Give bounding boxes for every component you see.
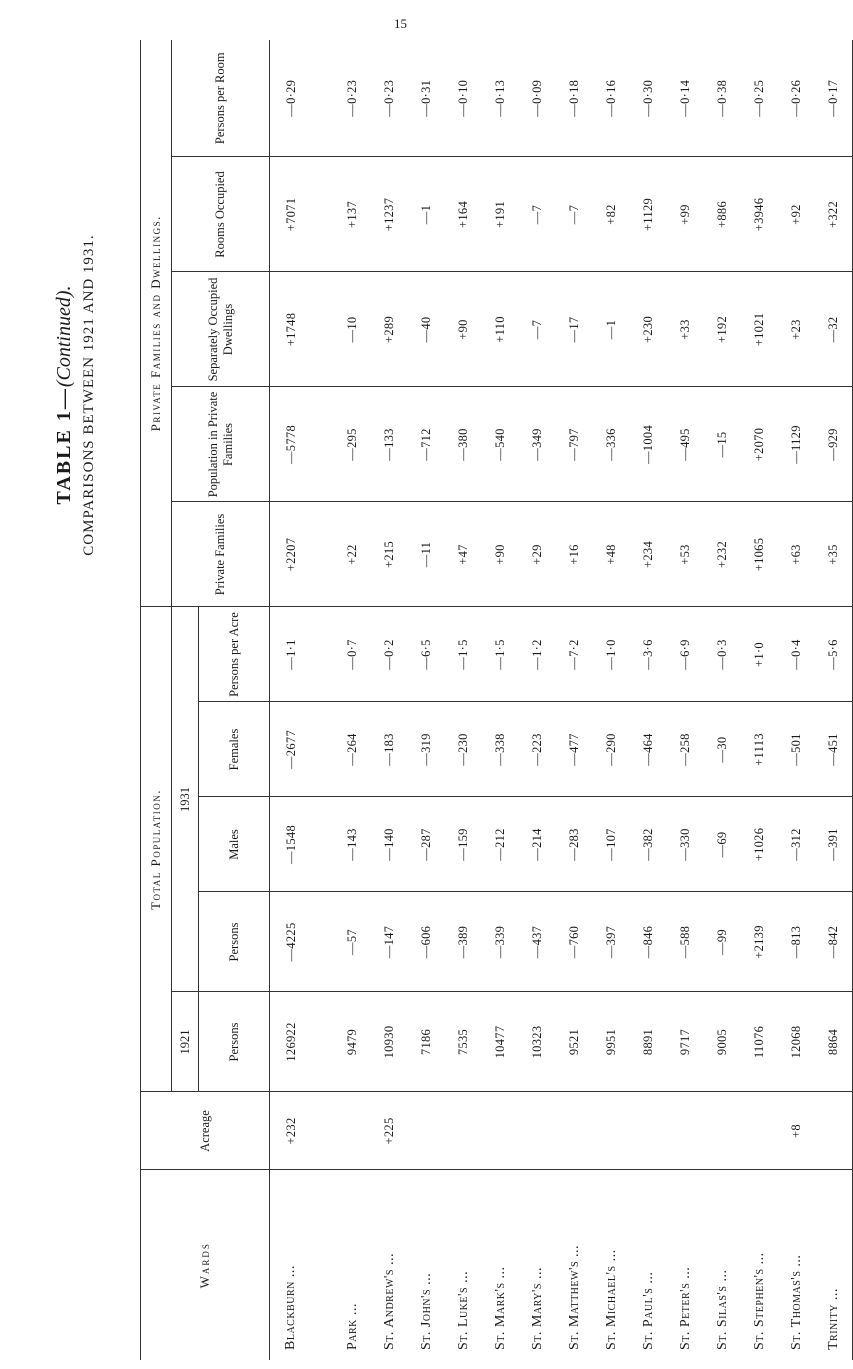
cell-persons-1921: 9951 [593, 992, 630, 1092]
cell-rooms-occupied: —7 [519, 157, 556, 272]
cell-dwellings: +289 [371, 272, 408, 387]
comparison-table [140, 40, 853, 1360]
cell-rooms-occupied: +191 [482, 157, 519, 272]
cell-population-private-families: —540 [482, 387, 519, 502]
cell-population-private-families: —295 [334, 387, 371, 502]
cell-persons-1931: —606 [408, 892, 445, 992]
cell-population-private-families: —336 [593, 387, 630, 502]
cell-population-private-families: —5778 [270, 387, 313, 502]
cell-population-private-families: —1129 [778, 387, 815, 502]
header-females: Females [199, 702, 270, 797]
cell-rooms-occupied: +1237 [371, 157, 408, 272]
cell-acreage: +225 [371, 1092, 408, 1170]
cell-dwellings: —10 [334, 272, 371, 387]
cell-persons-1931: —57 [334, 892, 371, 992]
title-line1: TABLE 1— [53, 387, 75, 505]
cell-rooms-occupied: +164 [445, 157, 482, 272]
header-private-families: Private Families [172, 502, 270, 607]
cell-dwellings: +1021 [741, 272, 778, 387]
cell-private-families: +2207 [270, 502, 313, 607]
cell-private-families: +16 [556, 502, 593, 607]
cell-persons-1921: 12068 [778, 992, 815, 1092]
table-row [778, 40, 815, 1360]
table-row [741, 40, 778, 1360]
cell-rooms-occupied: +886 [704, 157, 741, 272]
cell-persons-per-room: —0·14 [678, 79, 692, 117]
cell-females: —451 [815, 702, 853, 797]
ward-name: St. Mary's ... [519, 1170, 556, 1360]
cell-persons-per-acre: —0·4 [778, 607, 815, 702]
cell-acreage [556, 1092, 593, 1170]
cell-private-families: +63 [778, 502, 815, 607]
cell-dwellings: —40 [408, 272, 445, 387]
header-separately-occupied-dwellings: Separately Occupied Dwellings [172, 272, 270, 387]
title-line2: COMPARISONS BETWEEN 1921 AND 1931. [81, 234, 97, 556]
header-males: Males [199, 797, 270, 892]
cell-acreage [482, 1092, 519, 1170]
table-row [815, 40, 853, 1360]
cell-persons-1921: 7186 [408, 992, 445, 1092]
cell-dwellings: +230 [630, 272, 667, 387]
cell-persons-per-room: —0·17 [815, 40, 853, 157]
cell-rooms-occupied: +82 [593, 157, 630, 272]
cell-private-families: +53 [667, 502, 704, 607]
ward-name: St. Luke's ... [445, 1170, 482, 1360]
cell-females: —223 [519, 702, 556, 797]
table-row [445, 40, 482, 1360]
header-wards: Wards [141, 1170, 270, 1360]
cell-females: +1113 [741, 702, 778, 797]
cell-persons-per-room: —0·38 [715, 79, 729, 117]
ward-name: Trinity ... [815, 1170, 853, 1360]
cell-dwellings: +1748 [270, 272, 313, 387]
cell-males: —212 [482, 797, 519, 892]
ward-name: St. Mark's ... [482, 1170, 519, 1360]
cell-persons-per-acre: —6·5 [408, 607, 445, 702]
cell-persons-per-acre: +1·0 [741, 607, 778, 702]
cell-population-private-families: —929 [815, 387, 853, 502]
cell-dwellings: +33 [667, 272, 704, 387]
cell-population-private-families: —133 [371, 387, 408, 502]
ward-name: St. Thomas's ... [778, 1170, 815, 1360]
cell-persons-per-acre: —0·2 [371, 607, 408, 702]
cell-males: —312 [778, 797, 815, 892]
table-row [556, 40, 593, 1360]
cell-persons-per-room: —0·31 [419, 79, 433, 117]
cell-acreage [408, 1092, 445, 1170]
cell-females: —477 [556, 702, 593, 797]
cell-population-private-families: —15 [704, 387, 741, 502]
cell-persons-per-acre: —1·5 [445, 607, 482, 702]
header-persons-1931: Persons [199, 892, 270, 992]
cell-persons-1931: —813 [778, 892, 815, 992]
table-row [371, 40, 408, 1360]
cell-population-private-families: —380 [445, 387, 482, 502]
cell-rooms-occupied: +99 [667, 157, 704, 272]
cell-private-families: +22 [334, 502, 371, 607]
header-persons-per-room: Persons per Room [172, 40, 270, 157]
cell-persons-per-room: —0·18 [567, 79, 581, 117]
cell-private-families: +232 [704, 502, 741, 607]
cell-persons-per-room: —0·09 [530, 79, 544, 117]
ward-name: St. Stephen's ... [741, 1170, 778, 1360]
table-row-blackburn [270, 40, 313, 1360]
table-row [667, 40, 704, 1360]
cell-persons-1931: —339 [482, 892, 519, 992]
cell-private-families: —11 [408, 502, 445, 607]
cell-persons-1921: 11076 [741, 992, 778, 1092]
cell-dwellings: —17 [556, 272, 593, 387]
cell-rooms-occupied: +322 [815, 157, 853, 272]
cell-persons-1931: —397 [593, 892, 630, 992]
cell-females: —464 [630, 702, 667, 797]
cell-persons-per-room: —0·23 [345, 79, 359, 117]
cell-acreage [667, 1092, 704, 1170]
cell-males: —143 [334, 797, 371, 892]
cell-population-private-families: —712 [408, 387, 445, 502]
cell-private-families: +47 [445, 502, 482, 607]
cell-acreage [815, 1092, 853, 1170]
cell-persons-per-acre: —1·5 [482, 607, 519, 702]
cell-persons-per-room: —0·26 [789, 79, 803, 117]
cell-females: —230 [445, 702, 482, 797]
cell-private-families: +215 [371, 502, 408, 607]
table-row [482, 40, 519, 1360]
cell-females: —2677 [270, 702, 313, 797]
cell-acreage [445, 1092, 482, 1170]
cell-rooms-occupied: +92 [778, 157, 815, 272]
cell-population-private-families: —495 [667, 387, 704, 502]
cell-females: —30 [704, 702, 741, 797]
cell-males: —107 [593, 797, 630, 892]
header-acreage: Acreage [141, 1092, 270, 1170]
cell-persons-1931: —147 [371, 892, 408, 992]
cell-private-families: +234 [630, 502, 667, 607]
ward-name: St. Michael's ... [593, 1170, 630, 1360]
cell-private-families: +90 [482, 502, 519, 607]
cell-persons-per-acre: —0·3 [704, 607, 741, 702]
cell-males: —1548 [270, 797, 313, 892]
ward-name: St. Silas's ... [704, 1170, 741, 1360]
cell-persons-1931: —99 [704, 892, 741, 992]
cell-males: —69 [704, 797, 741, 892]
cell-dwellings: +90 [445, 272, 482, 387]
cell-population-private-families: —797 [556, 387, 593, 502]
cell-rooms-occupied: —7 [556, 157, 593, 272]
cell-acreage [519, 1092, 556, 1170]
cell-persons-per-room: —0·30 [641, 79, 655, 117]
cell-persons-per-acre: —1·2 [519, 607, 556, 702]
header-total-population: Total Population. [141, 607, 172, 1092]
cell-persons-1931: —588 [667, 892, 704, 992]
cell-private-families: +35 [815, 502, 853, 607]
cell-dwellings: +110 [482, 272, 519, 387]
cell-males: —159 [445, 797, 482, 892]
cell-persons-1921: 9717 [667, 992, 704, 1092]
cell-rooms-occupied: +7071 [270, 157, 313, 272]
table-stage [140, 40, 841, 1360]
cell-dwellings: —7 [519, 272, 556, 387]
cell-males: —391 [815, 797, 853, 892]
ward-name: St. Andrew's ... [371, 1170, 408, 1360]
cell-acreage: +8 [778, 1092, 815, 1170]
cell-persons-1921: 10323 [519, 992, 556, 1092]
cell-persons-1921: 10477 [482, 992, 519, 1092]
cell-persons-1921: 8864 [815, 992, 853, 1092]
cell-persons-1931: —389 [445, 892, 482, 992]
cell-persons-1921: 9479 [334, 992, 371, 1092]
cell-persons-per-acre: —1·0 [593, 607, 630, 702]
cell-persons-per-acre: —3·6 [630, 607, 667, 702]
cell-persons-1921: 10930 [371, 992, 408, 1092]
cell-persons-1931: —437 [519, 892, 556, 992]
cell-dwellings: —32 [815, 272, 853, 387]
cell-acreage: +232 [270, 1092, 313, 1170]
header-private-families-dwellings: Private Families and Dwellings. [141, 40, 172, 607]
cell-population-private-families: —349 [519, 387, 556, 502]
cell-persons-1931: —760 [556, 892, 593, 992]
header-persons-1921: Persons [199, 992, 270, 1092]
cell-rooms-occupied: +3946 [741, 157, 778, 272]
ward-name: St. Paul's ... [630, 1170, 667, 1360]
ward-name: St. John's ... [408, 1170, 445, 1360]
table-row [593, 40, 630, 1360]
cell-persons-per-room: —0·10 [456, 79, 470, 117]
cell-persons-per-room: —0·25 [752, 79, 766, 117]
cell-dwellings: +192 [704, 272, 741, 387]
title-continued: (Continued). [53, 285, 75, 388]
cell-population-private-families: +2070 [741, 387, 778, 502]
cell-dwellings: +23 [778, 272, 815, 387]
header-persons-per-acre: Persons per Acre [199, 607, 270, 702]
header-rooms-occupied: Rooms Occupied [172, 157, 270, 272]
table-row [408, 40, 445, 1360]
cell-persons-per-acre: —7·2 [556, 607, 593, 702]
cell-persons-per-room: —0·16 [604, 79, 618, 117]
table-row [630, 40, 667, 1360]
header-population-in-private-families: Population in Private Families [172, 387, 270, 502]
cell-persons-1921: 126922 [270, 992, 313, 1092]
cell-males: —283 [556, 797, 593, 892]
cell-males: —214 [519, 797, 556, 892]
cell-males: —330 [667, 797, 704, 892]
cell-persons-per-room: —0·13 [493, 79, 507, 117]
cell-persons-1931: —4225 [270, 892, 313, 992]
cell-females: —183 [371, 702, 408, 797]
page-number: 15 [394, 16, 407, 31]
cell-private-families: +29 [519, 502, 556, 607]
ward-name: Blackburn ... [270, 1170, 313, 1360]
cell-persons-1921: 9521 [556, 992, 593, 1092]
cell-acreage [593, 1092, 630, 1170]
cell-females: —264 [334, 702, 371, 797]
cell-persons-1921: 7535 [445, 992, 482, 1092]
cell-acreage [334, 1092, 371, 1170]
cell-persons-1931: —842 [815, 892, 853, 992]
cell-dwellings: —1 [593, 272, 630, 387]
cell-rooms-occupied: +1129 [630, 157, 667, 272]
table-row [334, 40, 371, 1360]
cell-acreage [630, 1092, 667, 1170]
cell-rooms-occupied: —1 [408, 157, 445, 272]
cell-males: +1026 [741, 797, 778, 892]
cell-females: —258 [667, 702, 704, 797]
cell-private-families: +48 [593, 502, 630, 607]
cell-persons-per-acre: —0·7 [334, 607, 371, 702]
cell-males: —140 [371, 797, 408, 892]
cell-acreage [704, 1092, 741, 1170]
cell-females: —290 [593, 702, 630, 797]
cell-persons-per-acre: —1·1 [270, 607, 313, 702]
cell-rooms-occupied: +137 [334, 157, 371, 272]
cell-persons-per-acre: —5·6 [815, 607, 853, 702]
table-row [704, 40, 741, 1360]
ward-name: St. Peter's ... [667, 1170, 704, 1360]
header-year-1931: 1931 [172, 607, 199, 992]
cell-persons-per-room: —0·29 [283, 79, 298, 117]
cell-males: —287 [408, 797, 445, 892]
cell-females: —319 [408, 702, 445, 797]
table-row [519, 40, 556, 1360]
cell-persons-1931: +2139 [741, 892, 778, 992]
cell-persons-per-room: —0·23 [382, 79, 396, 117]
cell-females: —338 [482, 702, 519, 797]
ward-name: St. Matthew's ... [556, 1170, 593, 1360]
cell-acreage [741, 1092, 778, 1170]
ward-name: Park ... [334, 1170, 371, 1360]
header-year-1921: 1921 [172, 992, 199, 1092]
spacer-row [312, 40, 334, 1360]
cell-private-families: +1065 [741, 502, 778, 607]
cell-persons-per-acre: —6·9 [667, 607, 704, 702]
cell-males: —382 [630, 797, 667, 892]
cell-persons-1921: 8891 [630, 992, 667, 1092]
cell-persons-1921: 9005 [704, 992, 741, 1092]
cell-persons-1931: —846 [630, 892, 667, 992]
cell-population-private-families: —1004 [630, 387, 667, 502]
cell-females: —501 [778, 702, 815, 797]
